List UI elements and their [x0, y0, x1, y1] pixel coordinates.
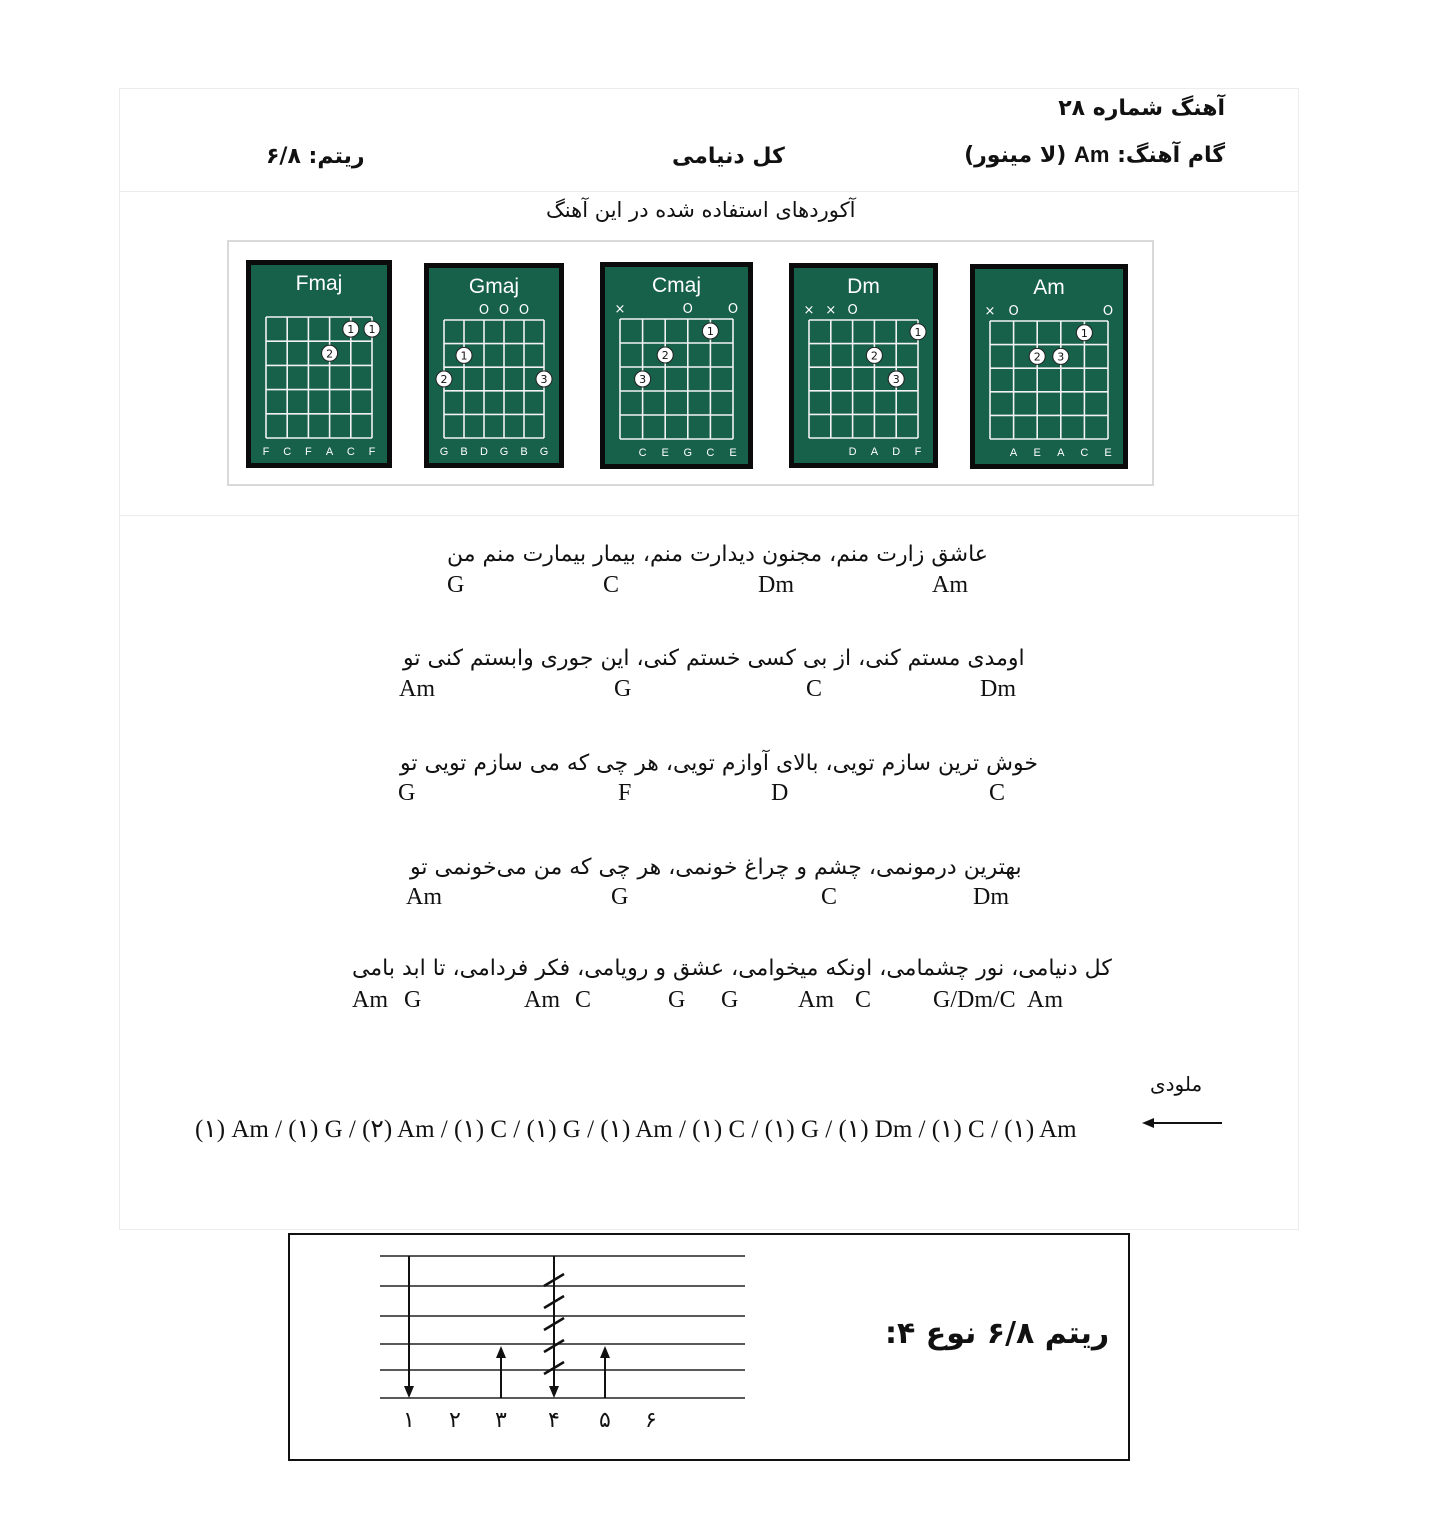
lyric-line: عاشق زارت منم، مجنون دیدارت منم، بیمار بیمارت منم من	[447, 542, 988, 567]
string-note-label: F	[305, 446, 312, 458]
string-note-label: E	[661, 447, 669, 459]
svg-text:1: 1	[706, 325, 714, 338]
chord-chart-title: Am	[1033, 276, 1065, 299]
strum-up-arrow	[496, 1346, 506, 1398]
open-string-mark: ×	[614, 302, 626, 317]
svg-text:2: 2	[661, 349, 669, 362]
string-note-label: F	[262, 446, 270, 458]
string-note-label: A	[325, 446, 334, 458]
string-note-label: B	[460, 446, 468, 458]
strum-up-arrow	[600, 1346, 610, 1398]
finger-dot	[364, 321, 380, 337]
chord-label: G	[721, 987, 739, 1013]
string-note-label: G	[439, 446, 449, 458]
strum-down-muted-arrow	[544, 1256, 564, 1398]
chord-chart-fmaj	[246, 260, 392, 468]
chord-chart-am	[970, 264, 1128, 469]
svg-text:1: 1	[347, 323, 355, 337]
lyric-line: کل دنیامی، نور چشمامی، اونکه میخوامی، عشق و رویامی، فکر فردامی، تا ابد بامی	[352, 956, 1112, 981]
string-note-label: G	[683, 447, 693, 459]
string-note-label: E	[1104, 447, 1112, 459]
svg-text:2: 2	[440, 373, 448, 386]
chord-label: Dm	[980, 676, 1016, 702]
key-label: گام آهنگ:	[1117, 143, 1225, 168]
chord-label: G	[614, 676, 632, 702]
open-string-mark: O	[1102, 304, 1114, 319]
chord-label: C	[806, 676, 823, 702]
finger-dot	[536, 371, 552, 387]
chord-label: D	[771, 780, 789, 806]
open-string-mark: O	[727, 302, 739, 317]
chord-chart-title: Cmaj	[651, 274, 702, 297]
finger-dot	[1076, 325, 1092, 341]
chord-label: Am	[399, 676, 435, 702]
chord-label: C	[989, 780, 1006, 806]
header-divider	[119, 191, 1299, 192]
song-title: کل دنیامی	[672, 144, 785, 169]
lyric-line: بهترین درمونمی، چشم و چراغ خونمی، هر چی که من می‌خونمی تو	[410, 855, 1022, 880]
svg-text:2: 2	[326, 347, 334, 361]
chord-label: C	[603, 572, 620, 598]
finger-dot	[888, 371, 904, 387]
string-note-label: B	[520, 446, 528, 458]
beat-number: ۱	[403, 1408, 415, 1433]
svg-text:1: 1	[368, 323, 376, 337]
string-note-label: G	[539, 446, 549, 458]
chord-label: C	[821, 884, 838, 910]
open-string-mark: O	[1008, 304, 1019, 319]
string-note-label: A	[1057, 447, 1065, 459]
chord-label: Dm	[758, 572, 794, 598]
open-string-mark: ×	[825, 303, 837, 318]
string-note-label: C	[638, 447, 647, 459]
chords-divider	[119, 515, 1299, 516]
finger-dot	[436, 371, 452, 387]
string-note-label: C	[1080, 447, 1089, 459]
finger-dot	[657, 347, 673, 363]
chord-chart-cmaj	[600, 262, 753, 469]
key-line	[964, 142, 1225, 168]
beat-number: ۶	[645, 1408, 657, 1433]
string-note-label: F	[914, 446, 922, 458]
svg-text:1: 1	[1080, 326, 1088, 340]
open-string-mark: O	[478, 303, 490, 318]
melody-arrow-icon	[1140, 1114, 1224, 1134]
chord-chart-title: Dm	[847, 275, 880, 298]
chord-label: F	[618, 780, 632, 806]
chord-chart-title: Fmaj	[295, 272, 343, 295]
string-note-label: C	[346, 446, 355, 458]
string-note-label: A	[870, 446, 879, 458]
open-string-mark: ×	[984, 304, 996, 319]
finger-dot	[343, 321, 359, 337]
chord-label: Dm	[973, 884, 1009, 910]
lyric-line: اومدی مستم کنی، از بی کسی خستم کنی، این جوری وابستم کنی تو	[403, 646, 1025, 671]
chord-label: Am	[524, 987, 560, 1013]
open-string-mark: O	[682, 302, 693, 317]
chord-label: G	[611, 884, 629, 910]
string-note-label: E	[1033, 447, 1041, 459]
finger-dot	[1029, 348, 1045, 364]
song-number: آهنگ شماره ۲۸	[1058, 96, 1225, 121]
finger-dot	[322, 345, 338, 361]
beat-number: ۳	[495, 1408, 507, 1433]
beat-number: ۵	[599, 1408, 611, 1433]
melody-sequence: (۱) Am / (۱) G / (۲) Am / (۱) C / (۱) G / (۱) Am / (۱) C / (۱) G / (۱) Dm / (۱) C / (۱) Am	[195, 1116, 1077, 1143]
svg-text:3: 3	[639, 373, 647, 386]
chords-section-title: آکوردهای استفاده شده در این آهنگ	[546, 198, 856, 222]
svg-text:2: 2	[870, 349, 878, 363]
svg-text:2: 2	[1033, 350, 1041, 364]
chord-chart-gmaj	[424, 263, 564, 468]
open-string-mark: ×	[803, 303, 815, 318]
rhythm-label: ریتم: ۶/۸	[266, 144, 365, 169]
string-note-label: D	[848, 446, 857, 458]
rhythm-staff	[375, 1250, 750, 1410]
key-name: (لا مینور)	[964, 143, 1067, 168]
chord-chart-title: Gmaj	[468, 275, 520, 298]
string-note-label: E	[729, 447, 737, 459]
finger-dot	[702, 323, 718, 339]
chord-label: Am	[1027, 987, 1063, 1013]
string-note-label: F	[368, 446, 376, 458]
finger-dot	[456, 347, 472, 363]
string-note-label: C	[283, 446, 292, 458]
beat-number: ۴	[548, 1408, 560, 1433]
finger-dot	[910, 324, 926, 340]
chord-label: G	[447, 572, 465, 598]
svg-text:3: 3	[540, 373, 548, 386]
chord-label: G/Dm/C	[933, 987, 1016, 1013]
finger-dot	[866, 347, 882, 363]
svg-text:1: 1	[914, 325, 922, 339]
svg-text:3: 3	[1057, 350, 1065, 364]
chord-label: Am	[406, 884, 442, 910]
svg-text:3: 3	[892, 373, 900, 386]
lyric-line: خوش ترین سازم تویی، بالای آوازم تویی، هر چی که می سازم تویی تو	[400, 751, 1038, 776]
open-string-mark: O	[518, 303, 530, 318]
chord-label: Am	[932, 572, 968, 598]
chord-label: G	[404, 987, 422, 1013]
strum-down-arrow	[404, 1256, 414, 1398]
beat-number: ۲	[449, 1408, 461, 1433]
rhythm-pattern-title: ریتم ۶/۸ نوع ۴:	[885, 1316, 1110, 1351]
key-value: Am	[1073, 142, 1110, 167]
melody-label: ملودی	[1150, 1072, 1203, 1096]
string-note-label: G	[499, 446, 509, 458]
chord-label: G	[668, 987, 686, 1013]
chord-label: Am	[798, 987, 834, 1013]
svg-text:1: 1	[460, 349, 468, 363]
finger-dot	[635, 371, 651, 387]
open-string-mark: O	[498, 303, 510, 318]
string-note-label: D	[480, 446, 488, 458]
chord-label: G	[398, 780, 416, 806]
chord-chart-dm	[789, 263, 938, 468]
string-note-label: D	[892, 446, 901, 458]
finger-dot	[1053, 348, 1069, 364]
chord-label: Am	[352, 987, 388, 1013]
string-note-label: A	[1009, 447, 1018, 459]
open-string-mark: O	[847, 303, 858, 318]
string-note-label: C	[706, 447, 715, 459]
chord-label: C	[575, 987, 592, 1013]
chord-label: C	[855, 987, 872, 1013]
